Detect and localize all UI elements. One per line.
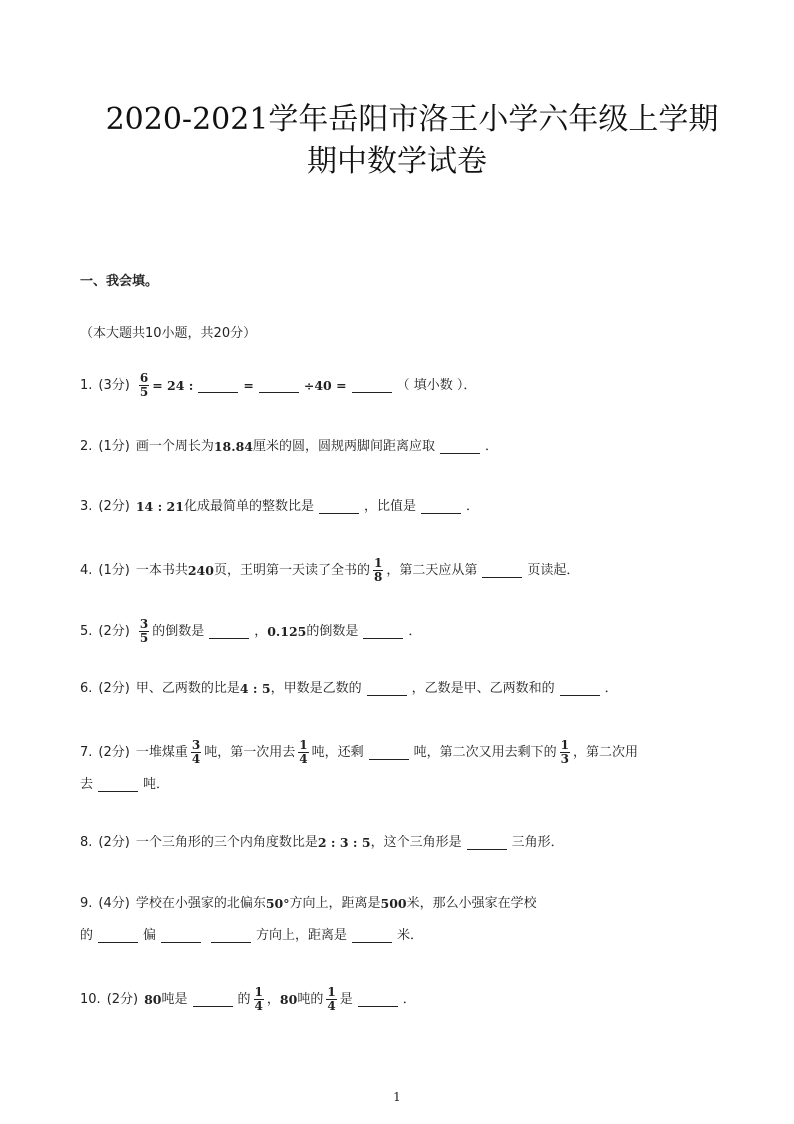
question-number: 3. [80, 499, 93, 514]
question-text: ÷40 = [303, 377, 347, 393]
question-text: 吨，还剩 [311, 744, 364, 760]
question-text: 偏 [143, 928, 157, 943]
question-8 [80, 833, 564, 853]
question-text: 页，王明第一天读了全书的 [213, 562, 370, 578]
question-text: 厘米的圆，圆规两脚间距离应取 [253, 439, 436, 454]
question-text: 三角形． [511, 835, 564, 850]
question-number: 10. [80, 991, 101, 1007]
question-10 [80, 986, 416, 1013]
question-text: ，甲数是乙数的 [270, 681, 362, 696]
math-value: 4 : 5 [239, 681, 271, 696]
fraction-numerator: 1 [327, 985, 336, 999]
answer-blank[interactable] [259, 379, 299, 393]
answer-blank[interactable] [209, 625, 249, 639]
answer-blank[interactable] [352, 929, 392, 943]
question-text: ， [254, 623, 268, 639]
answer-blank[interactable] [560, 682, 600, 696]
fraction-denominator: 4 [254, 999, 263, 1013]
math-value: 2 : 3 : 5 [317, 835, 371, 850]
section-heading: 一、我会填。 [80, 274, 159, 289]
question-text: ， [266, 991, 280, 1007]
fraction [560, 739, 570, 766]
question-text: = 24 : [152, 377, 194, 393]
fraction [326, 986, 336, 1013]
question-number: 1. [80, 377, 93, 393]
question-score: (2分) [98, 681, 130, 696]
question-text: 是 [339, 991, 353, 1007]
answer-blank[interactable] [363, 625, 403, 639]
question-text: 一个三角形的三个内角度数比是 [135, 835, 318, 850]
question-number: 5. [80, 623, 93, 639]
question-3 [80, 497, 479, 517]
question-7 [80, 739, 638, 766]
answer-blank[interactable] [198, 379, 238, 393]
question-text: 的倒数是 [306, 623, 359, 639]
fraction-denominator: 8 [373, 570, 383, 584]
question-text: 方向上，距离是 [256, 928, 348, 943]
question-number: 8. [80, 835, 93, 850]
answer-blank[interactable] [358, 993, 398, 1007]
math-value: 14 : 21 [135, 499, 184, 514]
question-number: 2. [80, 439, 93, 454]
fraction-denominator: 4 [299, 752, 308, 766]
math-value: 240 [187, 562, 214, 578]
answer-blank[interactable] [161, 929, 201, 943]
question-text: 的 [237, 991, 251, 1007]
question-text: 页读起． [527, 562, 580, 578]
math-value: 80 [279, 991, 298, 1007]
question-score: (3分) [98, 377, 130, 393]
question-number: 4. [80, 562, 93, 578]
question-number: 6. [80, 681, 93, 696]
question-text: 吨． [143, 777, 170, 792]
question-score: (2分) [98, 499, 130, 514]
answer-blank[interactable] [193, 993, 233, 1007]
question-text: ． [485, 439, 499, 454]
question-score: (1分) [98, 439, 130, 454]
answer-blank[interactable] [369, 746, 409, 760]
fraction-numerator: 1 [560, 738, 569, 752]
fraction [139, 618, 149, 645]
answer-blank[interactable] [367, 682, 407, 696]
question-score: (2分) [106, 991, 139, 1007]
question-text: 学校在小强家的北偏东 [135, 896, 266, 911]
question-text: ，第二次用 [572, 744, 638, 760]
question-text: 一本书共 [135, 562, 188, 578]
question-text: 方向上，距离是 [289, 896, 381, 911]
question-text: 画一个周长为 [135, 439, 214, 454]
question-score: (1分) [98, 562, 130, 578]
answer-blank[interactable] [440, 440, 480, 454]
doc-title-line1: 2020-2021学年岳阳市洛王小学六年级上学期 [105, 102, 719, 137]
question-text: 甲、乙两数的比是 [135, 681, 240, 696]
question-text: ． [465, 499, 479, 514]
question-6 [80, 679, 618, 699]
answer-blank[interactable] [98, 929, 138, 943]
question-text: 化成最简单的整数比是 [183, 499, 314, 514]
fraction-numerator: 3 [191, 738, 201, 752]
fraction-numerator: 1 [373, 556, 383, 570]
fraction-numerator: 1 [299, 738, 308, 752]
question-text: 的倒数是 [152, 623, 205, 639]
question-text: 吨，第一次用去 [204, 744, 296, 760]
question-score: (2分) [98, 623, 130, 639]
question-text: 吨是 [161, 991, 188, 1007]
fraction-numerator: 1 [254, 985, 263, 999]
fraction [191, 739, 201, 766]
question-text: ，第二天应从第 [386, 562, 478, 578]
fraction-denominator: 5 [139, 631, 149, 645]
question-text: 米，那么小强家在学校 [406, 896, 537, 911]
question-text: ，这个三角形是 [370, 835, 462, 850]
question-1 [80, 372, 476, 399]
math-value: 50° [265, 896, 290, 911]
fraction-numerator: 6 [139, 371, 149, 385]
fraction-denominator: 3 [560, 752, 569, 766]
question-4 [80, 557, 579, 584]
fraction [254, 986, 264, 1013]
question-text: = [243, 377, 254, 393]
answer-blank[interactable] [352, 379, 392, 393]
math-value: 80 [144, 991, 162, 1007]
answer-blank[interactable] [98, 778, 138, 792]
question-text: ． [402, 991, 416, 1007]
fraction-denominator: 4 [191, 752, 201, 766]
fraction [298, 739, 308, 766]
fraction-numerator: 3 [139, 617, 149, 631]
question-text: ，比值是 [363, 499, 416, 514]
fraction-denominator: 5 [139, 385, 149, 399]
math-value: 18.84 [213, 439, 253, 454]
question-text: 一堆煤重 [135, 744, 188, 760]
question-2 [80, 437, 498, 457]
question-score: (4分) [98, 896, 130, 911]
fraction-denominator: 4 [327, 999, 336, 1013]
question-score: (2分) [98, 835, 130, 850]
doc-title-line2: 期中数学试卷 [307, 144, 487, 179]
question-text: 吨，第二次又用去剩下的 [413, 744, 557, 760]
question-number: 9. [80, 896, 93, 911]
question-7-line2 [80, 775, 169, 795]
math-value: 0.125 [267, 623, 307, 639]
fraction [373, 557, 383, 584]
answer-blank[interactable] [467, 836, 507, 850]
question-text: ． [604, 681, 618, 696]
page-number: 1 [393, 1090, 401, 1104]
answer-blank[interactable] [211, 929, 251, 943]
answer-blank[interactable] [482, 564, 522, 578]
question-text: 去 [80, 777, 94, 792]
question-5 [80, 618, 421, 645]
question-text: ，乙数是甲、乙两数和的 [411, 681, 555, 696]
question-text: （ 填小数 ）． [396, 377, 477, 393]
question-text: 吨的 [297, 991, 324, 1007]
fraction [139, 372, 149, 399]
answer-blank[interactable] [319, 500, 359, 514]
question-score: (2分) [98, 744, 130, 760]
answer-blank[interactable] [421, 500, 461, 514]
question-number: 7. [80, 744, 93, 760]
question-9-line2 [80, 926, 423, 946]
math-value: 500 [380, 896, 407, 911]
section-note: （本大题共10小题，共20分） [80, 326, 257, 341]
question-text: 米． [397, 928, 424, 943]
question-text: ． [408, 623, 422, 639]
question-text: 的 [80, 928, 94, 943]
question-9 [80, 894, 537, 914]
